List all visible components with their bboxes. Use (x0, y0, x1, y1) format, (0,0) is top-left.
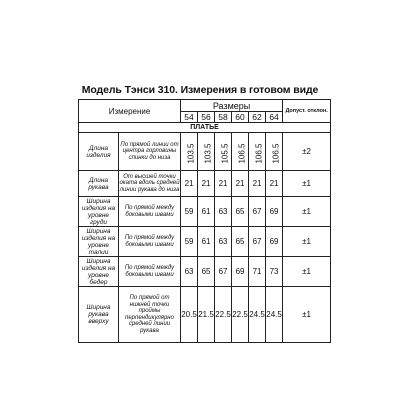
value-cell: 21 (232, 171, 249, 197)
value-cell: 65 (232, 227, 249, 257)
value-cell: 106.5 (249, 133, 266, 171)
size-cell: 62 (249, 112, 266, 123)
value-cell: 63 (215, 197, 232, 227)
value-cell: 106.5 (232, 133, 249, 171)
value-cell: 69 (266, 227, 283, 257)
tolerance-cell: ±1 (283, 171, 331, 197)
page-title: Модель Тэнси 310. Измерения в готовом виде (81, 84, 319, 96)
value-cell: 67 (249, 227, 266, 257)
value-cell: 20.5 (181, 287, 198, 343)
value-cell: 22.5 (215, 287, 232, 343)
value-cell: 24.5 (266, 287, 283, 343)
value-cell: 22.5 (232, 287, 249, 343)
value-cell: 21 (249, 171, 266, 197)
measure-description: От высшей точки оката вдоль средней линии рукава до низа (119, 171, 181, 197)
value-cell: 61 (198, 227, 215, 257)
value-cell: 61 (198, 197, 215, 227)
tolerance-cell: ±1 (283, 287, 331, 343)
value-cell: 59 (181, 227, 198, 257)
table-row (79, 287, 331, 343)
size-cell: 60 (232, 112, 249, 123)
value-cell: 21 (215, 171, 232, 197)
table-row (79, 133, 331, 171)
measure-name: Длина изделия (79, 133, 119, 171)
measure-description: По прямой линии от центра горловины спинки до низа (119, 133, 181, 171)
value-cell: 106.5 (266, 133, 283, 171)
value-cell: 67 (249, 197, 266, 227)
header-sizes: Размеры (181, 100, 283, 112)
value-cell: 67 (215, 257, 232, 287)
value-cell: 103.5 (181, 133, 198, 171)
value-cell: 21.5 (198, 287, 215, 343)
measure-description: По прямой между боковыми швами (119, 227, 181, 257)
measure-name: Ширина изделия на уровне груди (79, 197, 119, 227)
size-cell: 56 (198, 112, 215, 123)
measure-name: Длина рукава (79, 171, 119, 197)
size-cell: 64 (266, 112, 283, 123)
value-cell: 63 (181, 257, 198, 287)
value-cell: 21 (181, 171, 198, 197)
measure-description: По прямой от нижней точки проймы перпендикулярно средней линии рукава (119, 287, 181, 343)
table-row (79, 171, 331, 197)
value-cell: 65 (232, 197, 249, 227)
value-cell: 73 (266, 257, 283, 287)
measure-description: По прямой между боковыми швами (119, 257, 181, 287)
value-cell: 63 (215, 227, 232, 257)
table-row (79, 197, 331, 227)
value-cell: 24.5 (249, 287, 266, 343)
size-cell: 58 (215, 112, 232, 123)
measure-name: Ширина изделия на уровне бедер (79, 257, 119, 287)
value-cell: 21 (266, 171, 283, 197)
tolerance-cell: ±1 (283, 257, 331, 287)
value-cell: 69 (232, 257, 249, 287)
measure-description: По прямой между боковыми швами (119, 197, 181, 227)
measurements-table (78, 99, 331, 343)
tolerance-cell: ±1 (283, 197, 331, 227)
table-row (79, 257, 331, 287)
value-cell: 103.5 (198, 133, 215, 171)
value-cell: 65 (198, 257, 215, 287)
value-cell: 105.5 (215, 133, 232, 171)
measure-name: Ширина изделия на уровне талии (79, 227, 119, 257)
value-cell: 71 (249, 257, 266, 287)
tolerance-cell: ±2 (283, 133, 331, 171)
value-cell: 69 (266, 197, 283, 227)
value-cell: 59 (181, 197, 198, 227)
table-row (79, 227, 331, 257)
header-tolerance: Допуст. отклон. (283, 100, 331, 123)
size-cell: 54 (181, 112, 198, 123)
section-label: ПЛАТЬЕ (79, 123, 331, 133)
header-measurement: Измерение (79, 100, 181, 123)
measure-name: Ширина рукава вверху (79, 287, 119, 343)
tolerance-cell: ±1 (283, 227, 331, 257)
value-cell: 21 (198, 171, 215, 197)
